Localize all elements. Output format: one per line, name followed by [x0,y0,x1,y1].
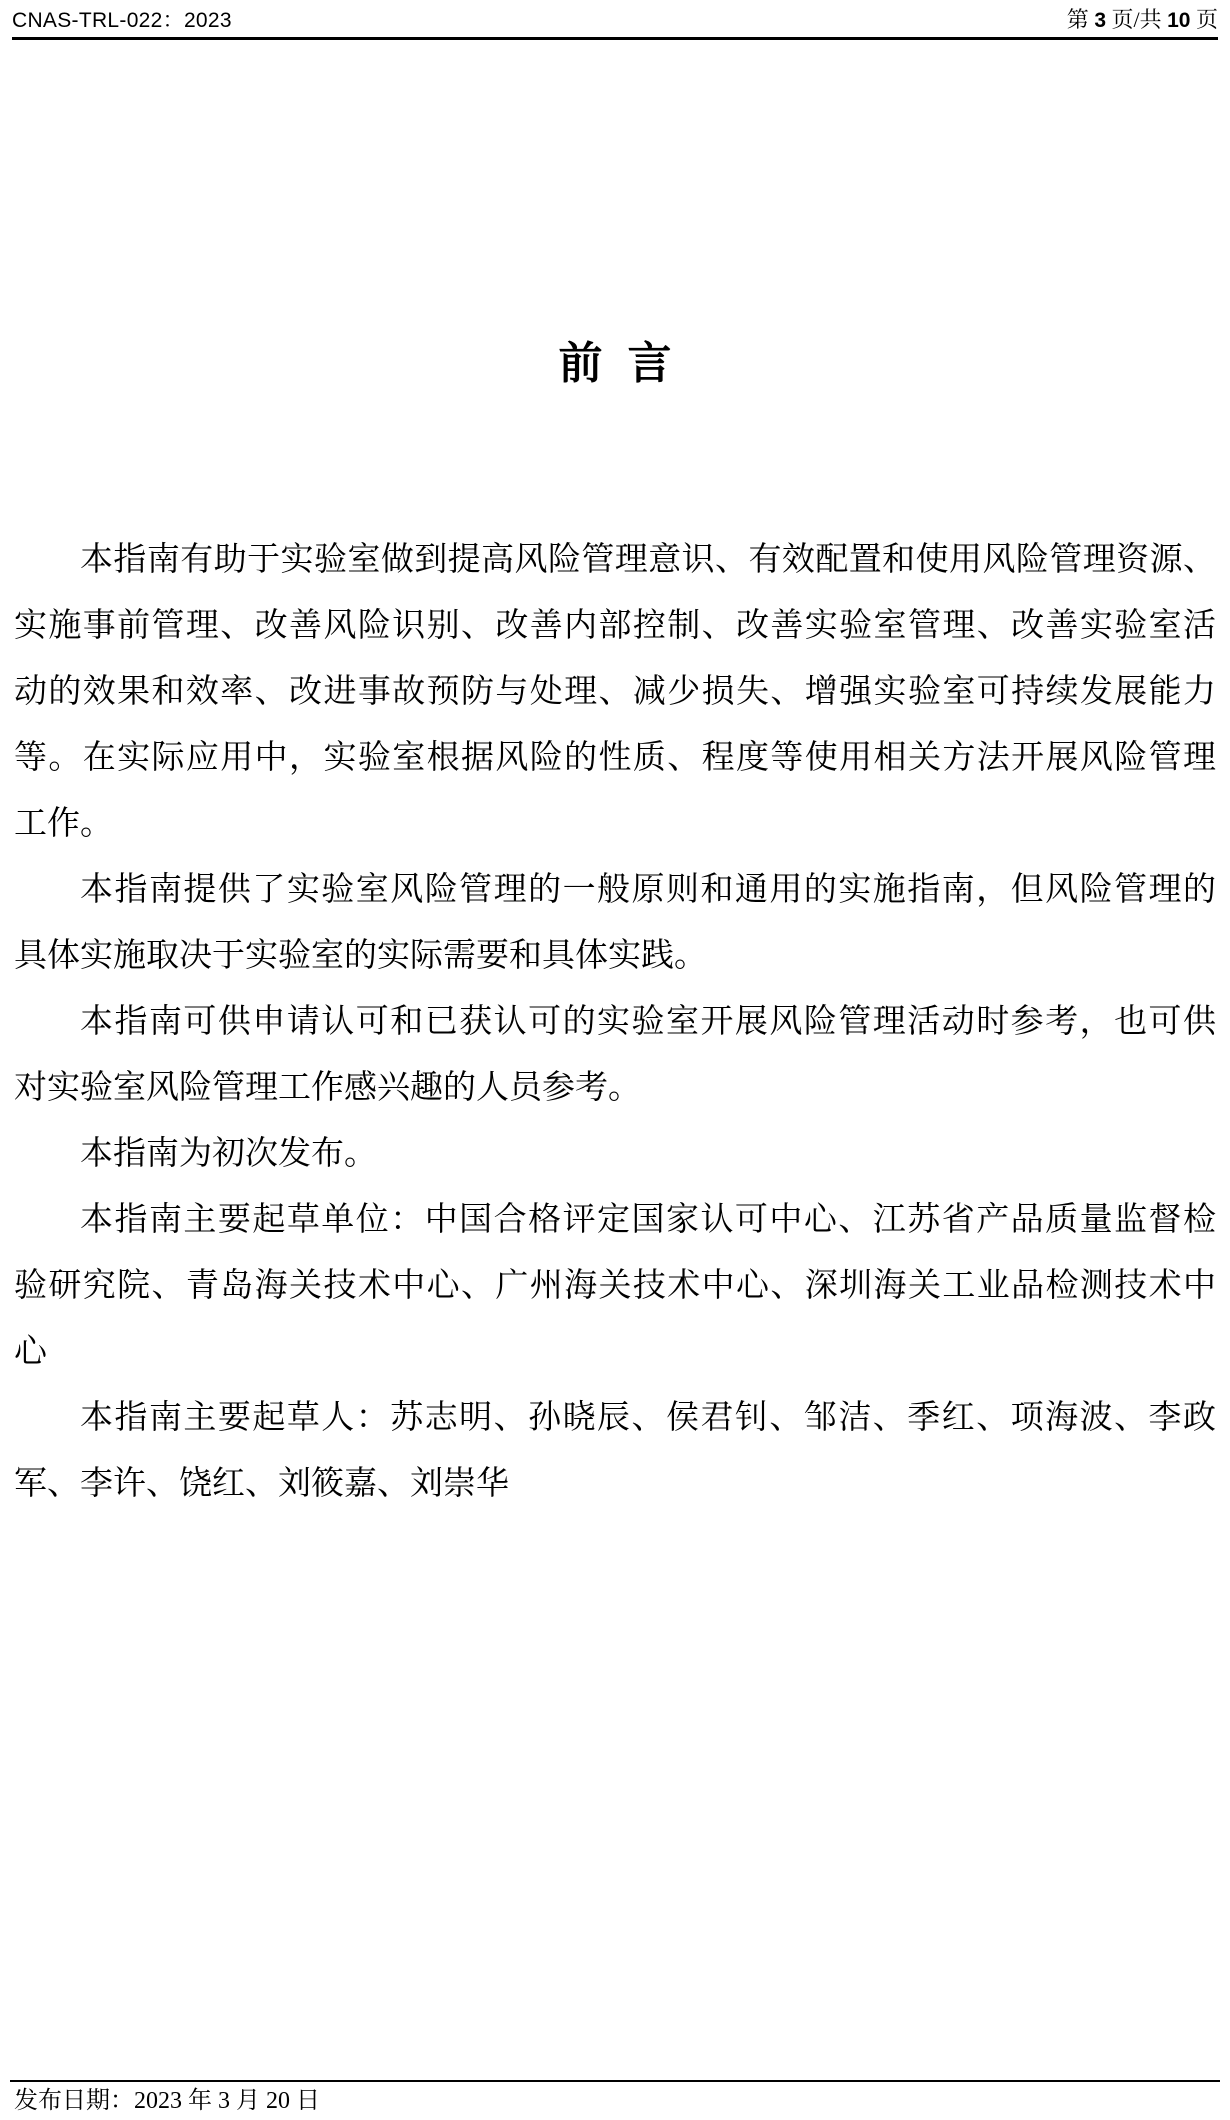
doc-number: CNAS-TRL-022：2023 [12,9,232,32]
paragraph [14,857,1216,989]
text-line: 工作。 [14,806,113,842]
text-line: 本指南主要起草单位：中国合格评定国家认可中心、江苏省产品质量监督检 [80,1202,1216,1238]
footer-rule [10,2080,1220,2082]
page-number-current: 3 [1094,9,1106,32]
paragraph [14,1121,1216,1187]
text-line: 动的效果和效率、改进事故预防与处理、减少损失、增强实验室可持续发展能力 [14,674,1216,710]
text-line: 本指南提供了实验室风险管理的一般原则和通用的实施指南，但风险管理的 [80,872,1216,908]
page-indicator-mid: 页/共 [1106,7,1168,32]
header-rule [12,37,1218,40]
paragraph [14,989,1216,1121]
text-line: 对实验室风险管理工作感兴趣的人员参考。 [14,1070,641,1106]
text-line: 验研究院、青岛海关技术中心、广州海关技术中心、深圳海关工业品检测技术中 [14,1268,1216,1304]
text-line: 具体实施取决于实验室的实际需要和具体实践。 [14,938,707,974]
paragraph [14,1187,1216,1385]
text-line: 心 [14,1334,47,1370]
text-line: 军、李许、饶红、刘筱嘉、刘崇华 [14,1466,509,1502]
text-line: 本指南为初次发布。 [80,1136,377,1172]
foreword-title: 前 言 [558,339,672,388]
text-line: 等。在实际应用中，实验室根据风险的性质、程度等使用相关方法开展风险管理 [14,740,1216,776]
page-indicator [1067,3,1218,34]
document-body [14,527,1216,1517]
text-line: 本指南可供申请认可和已获认可的实验室开展风险管理活动时参考，也可供 [80,1004,1216,1040]
paragraph [14,527,1216,857]
text-line: 本指南主要起草人：苏志明、孙晓辰、侯君钊、邹洁、季红、项海波、李政 [80,1400,1216,1436]
page-indicator-prefix: 第 [1066,7,1095,32]
page-header [12,0,1218,37]
page-indicator-suffix: 页 [1190,7,1218,32]
release-date: 发布日期：2023 年 3 月 20 日 [14,2088,320,2114]
text-line: 本指南有助于实验室做到提高风险管理意识、有效配置和使用风险管理资源、 [80,542,1216,578]
page-number-total: 10 [1167,9,1191,32]
page-footer [14,2086,1216,2116]
paragraph [14,1385,1216,1517]
text-line: 实施事前管理、改善风险识别、改善内部控制、改善实验室管理、改善实验室活 [14,608,1216,644]
